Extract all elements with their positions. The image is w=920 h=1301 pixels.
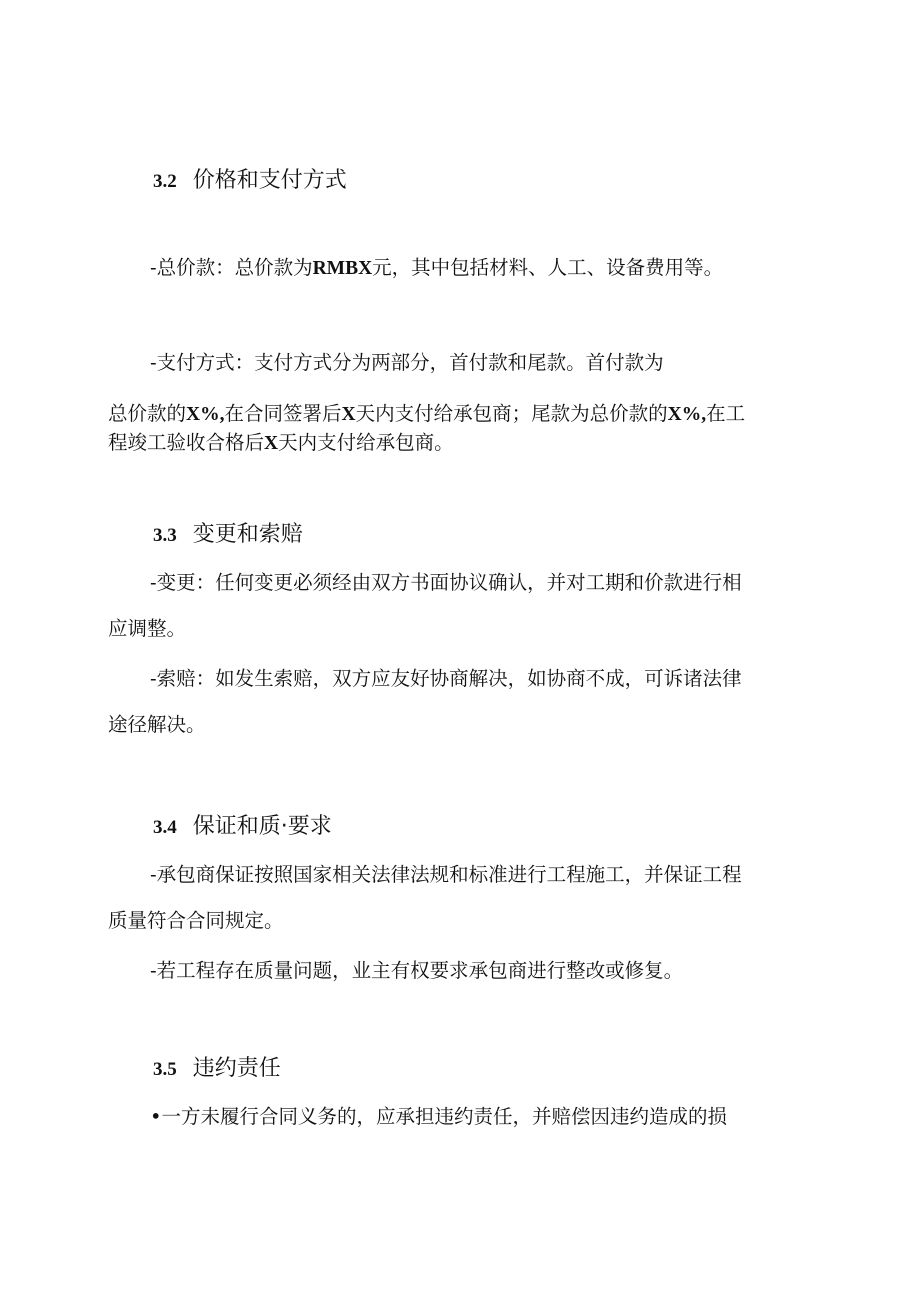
paragraph-total-price (150, 253, 723, 284)
bold-run: X%, (186, 404, 225, 425)
heading-3-4 (153, 812, 332, 843)
paragraph-guarantee-line-2: 质量符合合同规定。 (108, 909, 284, 932)
text-run: 元，其中包括材料、人工、设备费用等。 (372, 256, 724, 279)
section-title: 价格和支付方式 (192, 168, 347, 193)
section-number: 3.4 (153, 817, 177, 838)
section-title: 保证和质·要求 (192, 814, 332, 839)
paragraph-breach-line-1: •一方未履行合同义务的，应承担违约责任，并赔偿因违约造成的损 (150, 1105, 728, 1128)
text-run: 天内支付给承包商；尾款为总价款的 (355, 402, 668, 425)
heading-3-3 (153, 520, 303, 551)
paragraph-payment-line-3 (108, 428, 454, 459)
paragraph-change-line-2: 应调整。 (108, 617, 187, 640)
text-run: 总价款的 (108, 402, 187, 425)
bold-run: X (341, 404, 356, 425)
paragraph-payment-line-2 (108, 399, 745, 430)
text-run: 在工 (706, 402, 746, 425)
section-title: 变更和索赔 (192, 522, 303, 547)
section-title: 违约责任 (192, 1056, 281, 1081)
section-number: 3.2 (153, 171, 177, 192)
text-run: 程竣工验收合格后 (108, 431, 265, 454)
bold-run: X (264, 433, 279, 454)
text-run: 天内支付给承包商。 (278, 431, 454, 454)
bold-run: X%, (667, 404, 707, 425)
paragraph-claim-line-2: 途径解决。 (108, 713, 206, 736)
section-number: 3.3 (153, 525, 177, 546)
paragraph-claim-line-1: -索赔：如发生索赔，双方应友好协商解决，如协商不成，可诉诸法律 (150, 667, 742, 690)
paragraph-change-line-1: -变更：任何变更必须经由双方书面协议确认，并对工期和价款进行相 (150, 571, 742, 594)
heading-3-5 (153, 1054, 281, 1085)
paragraph-defect: -若工程存在质量问题，业主有权要求承包商进行整改或修复。 (150, 959, 684, 982)
section-number: 3.5 (153, 1059, 177, 1080)
bold-run: RMBX (312, 258, 373, 279)
text-run: 在合同签署后 (224, 402, 342, 425)
paragraph-guarantee-line-1: -承包商保证按照国家相关法律法规和标准进行工程施工，并保证工程 (150, 863, 742, 886)
heading-3-2 (153, 166, 347, 197)
text-run: -总价款：总价款为 (150, 256, 313, 279)
paragraph-payment-line-1: -支付方式：支付方式分为两部分，首付款和尾款。首付款为 (150, 351, 664, 374)
